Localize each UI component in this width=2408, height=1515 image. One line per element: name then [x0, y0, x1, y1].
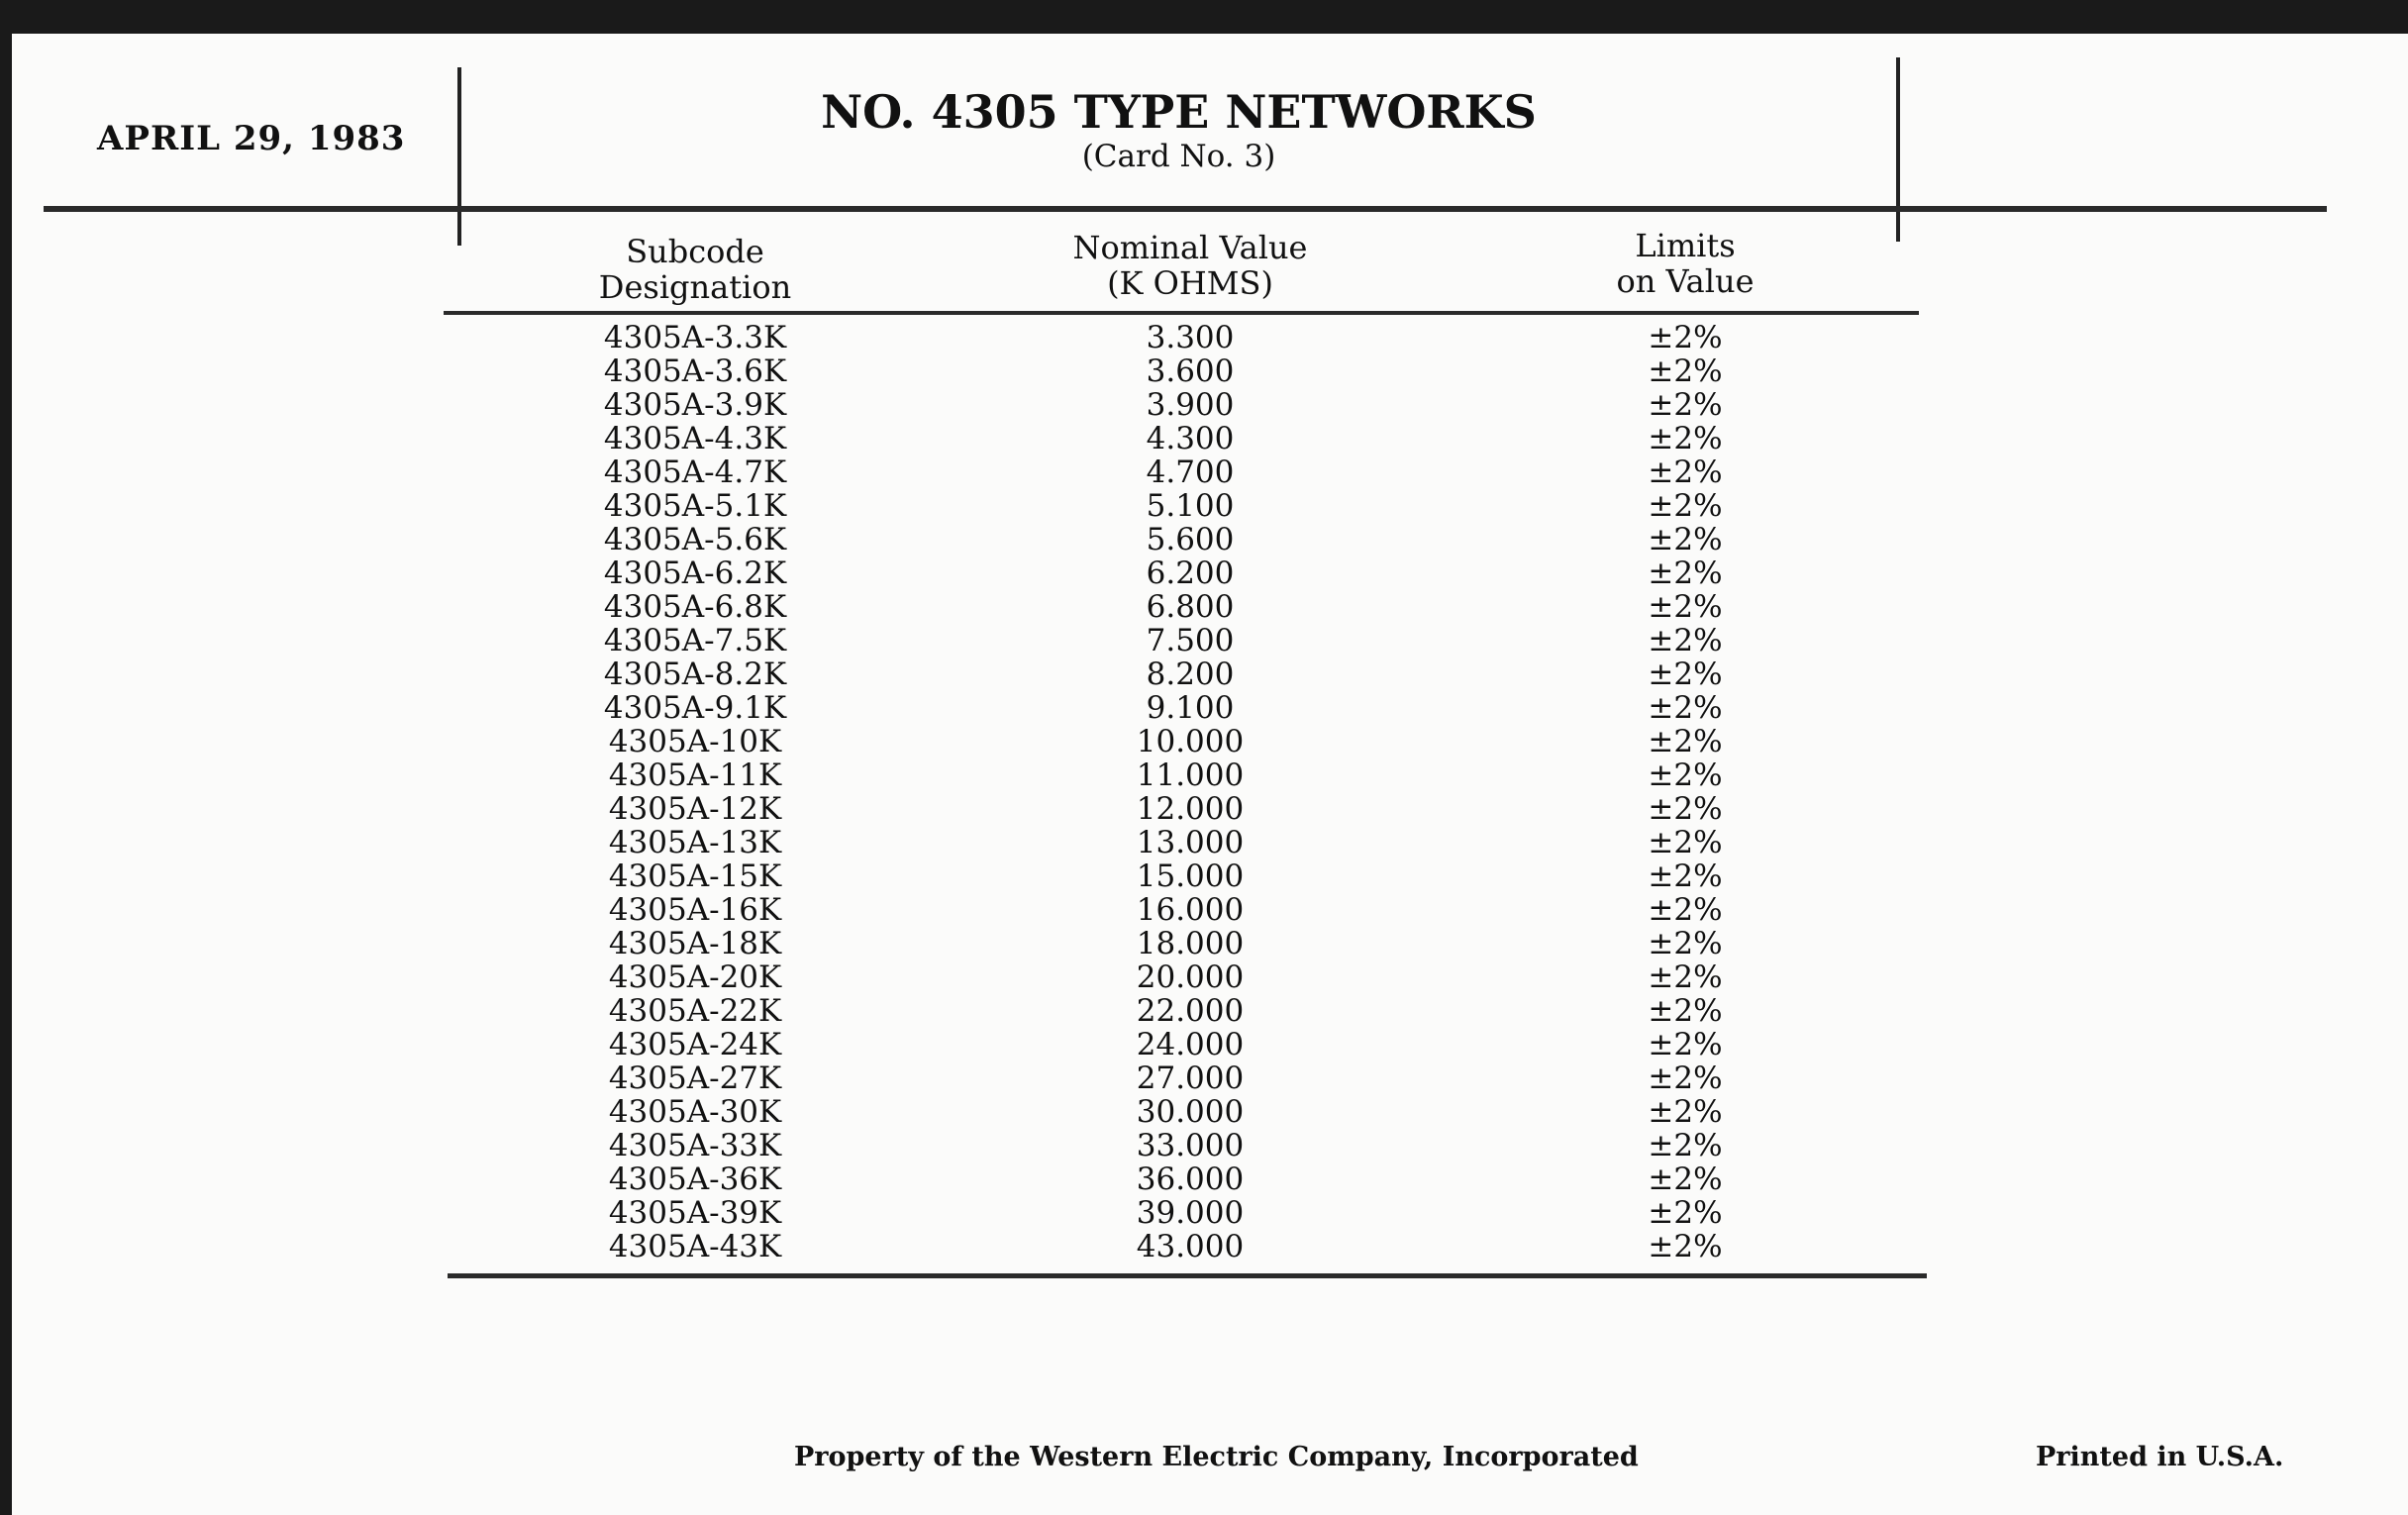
table-row: [12, 927, 2408, 960]
table-row: [12, 455, 2408, 489]
header-rule: [44, 206, 2327, 212]
table-row: [12, 960, 2408, 994]
nominal-value-cell: 7.500: [1146, 623, 1235, 658]
limits-cell: ±2%: [1648, 690, 1723, 726]
table-row: [12, 758, 2408, 792]
document-card: [12, 34, 2408, 1515]
subcode-cell: 4305A-3.9K: [603, 387, 787, 423]
table-row: [12, 1196, 2408, 1230]
nominal-value-cell: 22.000: [1136, 993, 1245, 1029]
limits-cell: ±2%: [1648, 320, 1723, 355]
subcode-cell: 4305A-22K: [608, 993, 782, 1029]
nominal-value-cell: 5.600: [1146, 522, 1235, 557]
limits-cell: ±2%: [1648, 858, 1723, 894]
nominal-value-cell: 6.800: [1146, 589, 1235, 625]
table-row: [12, 994, 2408, 1028]
subcode-cell: 4305A-5.1K: [603, 488, 787, 524]
nominal-value-cell: 15.000: [1136, 858, 1245, 894]
table-row: [12, 859, 2408, 893]
column-header-nominal-line2: (K OHMS): [1107, 264, 1273, 302]
nominal-value-cell: 3.900: [1146, 387, 1235, 423]
subcode-cell: 4305A-4.7K: [603, 454, 787, 490]
limits-cell: ±2%: [1648, 724, 1723, 759]
limits-cell: ±2%: [1648, 993, 1723, 1029]
subcode-cell: 4305A-11K: [608, 758, 782, 793]
table-row: [12, 321, 2408, 354]
nominal-value-cell: 16.000: [1136, 892, 1245, 928]
document-subtitle: (Card No. 3): [1081, 139, 1276, 174]
subcode-cell: 4305A-3.3K: [603, 320, 787, 355]
table-body: [12, 321, 2408, 1263]
subcode-cell: 4305A-6.8K: [603, 589, 787, 625]
nominal-value-cell: 10.000: [1136, 724, 1245, 759]
table-row: [12, 489, 2408, 523]
footer-property: Property of the Western Electric Company, Incorporated: [794, 1442, 1639, 1472]
limits-cell: ±2%: [1648, 421, 1723, 456]
table-bottom-rule: [448, 1273, 1927, 1278]
table-row: [12, 893, 2408, 927]
nominal-value-cell: 13.000: [1136, 825, 1245, 860]
subcode-cell: 4305A-12K: [608, 791, 782, 827]
document-date: APRIL 29, 1983: [97, 119, 406, 158]
subcode-cell: 4305A-36K: [608, 1162, 782, 1197]
limits-cell: ±2%: [1648, 825, 1723, 860]
limits-cell: ±2%: [1648, 1195, 1723, 1231]
subcode-cell: 4305A-39K: [608, 1195, 782, 1231]
table-row: [12, 1028, 2408, 1061]
footer-printed: Printed in U.S.A.: [2036, 1442, 2284, 1472]
limits-cell: ±2%: [1648, 1060, 1723, 1096]
table-row: [12, 725, 2408, 758]
document-title: NO. 4305 TYPE NETWORKS: [821, 85, 1537, 139]
limits-cell: ±2%: [1648, 1162, 1723, 1197]
column-header-limits: [1537, 228, 1834, 299]
nominal-value-cell: 27.000: [1136, 1060, 1245, 1096]
limits-cell: ±2%: [1648, 1229, 1723, 1264]
limits-cell: ±2%: [1648, 488, 1723, 524]
nominal-value-cell: 33.000: [1136, 1128, 1245, 1163]
nominal-value-cell: 4.300: [1146, 421, 1235, 456]
limits-cell: ±2%: [1648, 623, 1723, 658]
limits-cell: ±2%: [1648, 454, 1723, 490]
nominal-value-cell: 24.000: [1136, 1027, 1245, 1062]
subcode-cell: 4305A-8.2K: [603, 656, 787, 692]
limits-cell: ±2%: [1648, 354, 1723, 389]
table-row: [12, 1061, 2408, 1095]
table-header-rule: [444, 311, 1919, 315]
nominal-value-cell: 11.000: [1136, 758, 1245, 793]
limits-cell: ±2%: [1648, 656, 1723, 692]
table-row: [12, 1230, 2408, 1263]
limits-cell: ±2%: [1648, 556, 1723, 591]
table-row: [12, 792, 2408, 826]
column-header-subcode: [547, 234, 844, 305]
limits-cell: ±2%: [1648, 758, 1723, 793]
column-header-nominal: [1022, 230, 1358, 301]
nominal-value-cell: 9.100: [1146, 690, 1235, 726]
limits-cell: ±2%: [1648, 926, 1723, 961]
column-header-subcode-line1: Subcode: [626, 233, 764, 270]
subcode-cell: 4305A-9.1K: [603, 690, 787, 726]
table-row: [12, 354, 2408, 388]
subcode-cell: 4305A-13K: [608, 825, 782, 860]
table-row: [12, 523, 2408, 556]
limits-cell: ±2%: [1648, 387, 1723, 423]
table-row: [12, 691, 2408, 725]
nominal-value-cell: 43.000: [1136, 1229, 1245, 1264]
header-divider-right: [1896, 57, 1900, 242]
subcode-cell: 4305A-4.3K: [603, 421, 787, 456]
limits-cell: ±2%: [1648, 892, 1723, 928]
table-row: [12, 1162, 2408, 1196]
nominal-value-cell: 4.700: [1146, 454, 1235, 490]
subcode-cell: 4305A-43K: [608, 1229, 782, 1264]
table-row: [12, 657, 2408, 691]
table-row: [12, 422, 2408, 455]
limits-cell: ±2%: [1648, 960, 1723, 995]
subcode-cell: 4305A-15K: [608, 858, 782, 894]
column-header-limits-line2: on Value: [1616, 262, 1755, 300]
subcode-cell: 4305A-33K: [608, 1128, 782, 1163]
subcode-cell: 4305A-6.2K: [603, 556, 787, 591]
nominal-value-cell: 18.000: [1136, 926, 1245, 961]
table-row: [12, 388, 2408, 422]
limits-cell: ±2%: [1648, 589, 1723, 625]
subcode-cell: 4305A-30K: [608, 1094, 782, 1130]
nominal-value-cell: 20.000: [1136, 960, 1245, 995]
nominal-value-cell: 30.000: [1136, 1094, 1245, 1130]
subcode-cell: 4305A-3.6K: [603, 354, 787, 389]
subcode-cell: 4305A-16K: [608, 892, 782, 928]
limits-cell: ±2%: [1648, 791, 1723, 827]
subcode-cell: 4305A-24K: [608, 1027, 782, 1062]
table-row: [12, 1129, 2408, 1162]
table-row: [12, 556, 2408, 590]
limits-cell: ±2%: [1648, 1094, 1723, 1130]
table-row: [12, 1095, 2408, 1129]
nominal-value-cell: 39.000: [1136, 1195, 1245, 1231]
nominal-value-cell: 5.100: [1146, 488, 1235, 524]
table-row: [12, 624, 2408, 657]
subcode-cell: 4305A-27K: [608, 1060, 782, 1096]
column-header-limits-line1: Limits: [1635, 227, 1736, 264]
nominal-value-cell: 3.300: [1146, 320, 1235, 355]
subcode-cell: 4305A-20K: [608, 960, 782, 995]
column-header-subcode-line2: Designation: [598, 268, 792, 306]
nominal-value-cell: 12.000: [1136, 791, 1245, 827]
subcode-cell: 4305A-7.5K: [603, 623, 787, 658]
table-row: [12, 590, 2408, 624]
limits-cell: ±2%: [1648, 1128, 1723, 1163]
nominal-value-cell: 3.600: [1146, 354, 1235, 389]
limits-cell: ±2%: [1648, 1027, 1723, 1062]
table-row: [12, 826, 2408, 859]
nominal-value-cell: 8.200: [1146, 656, 1235, 692]
nominal-value-cell: 36.000: [1136, 1162, 1245, 1197]
subcode-cell: 4305A-10K: [608, 724, 782, 759]
subcode-cell: 4305A-18K: [608, 926, 782, 961]
column-header-nominal-line1: Nominal Value: [1072, 229, 1308, 266]
limits-cell: ±2%: [1648, 522, 1723, 557]
subcode-cell: 4305A-5.6K: [603, 522, 787, 557]
nominal-value-cell: 6.200: [1146, 556, 1235, 591]
